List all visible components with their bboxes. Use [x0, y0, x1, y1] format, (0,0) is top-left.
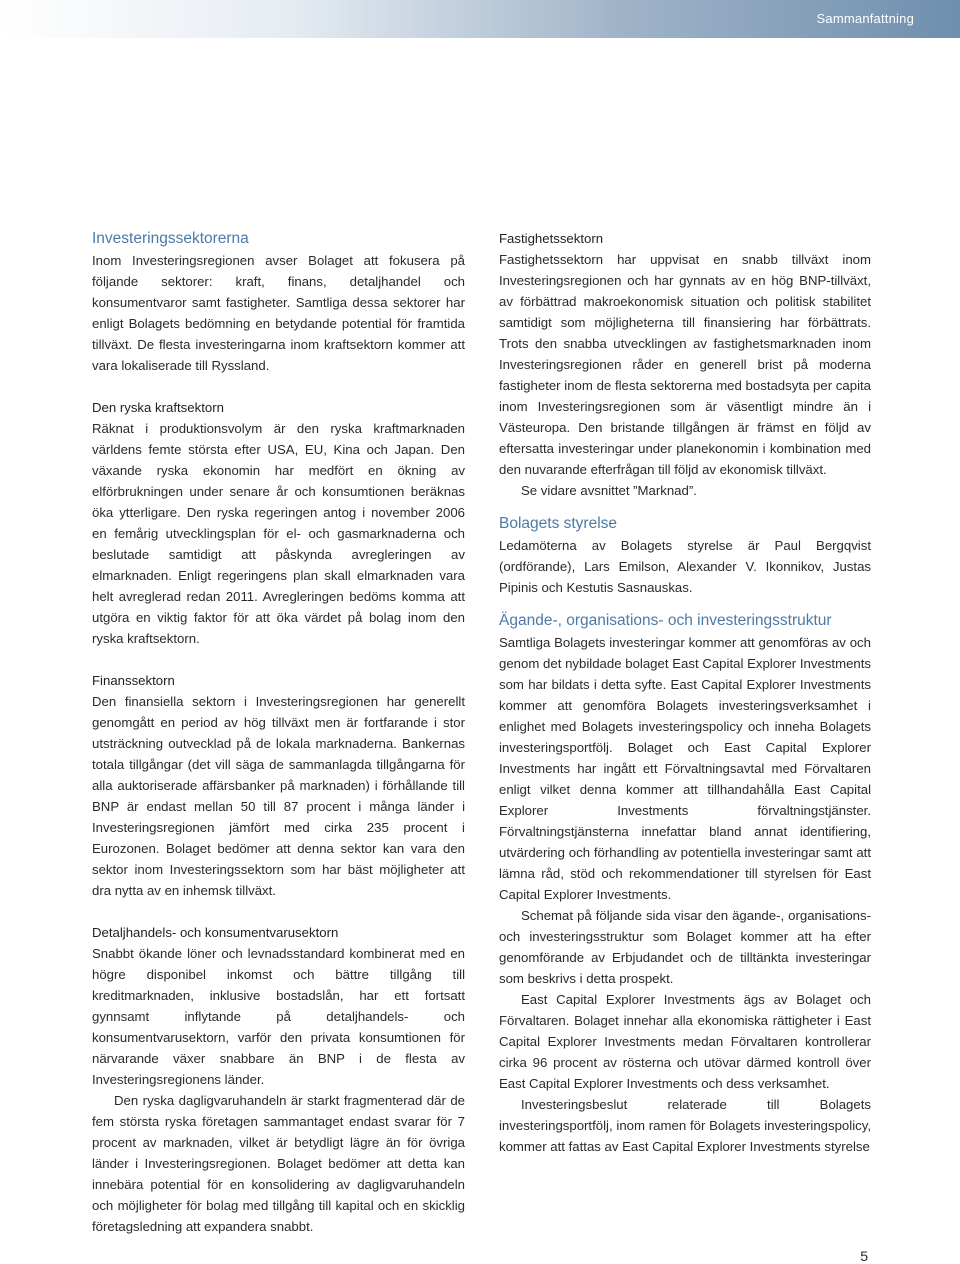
header-bar: [0, 0, 960, 38]
heading-ryska-kraftsektorn: Den ryska kraftsektorn: [92, 400, 224, 415]
paragraph: Investeringsbeslut relaterade till Bolagets investeringsportfölj, inom ramen för Bolagets investeringspolicy, kommer att fattas av East Capital Explorer Investments styrelse: [499, 1097, 871, 1154]
paragraph: Schemat på följande sida visar den ägande-, organisations- och investeringsstruktur som Bolaget kommer att ha efter genomförande av Erbjudandet och de tilltänkta investeringar som beskrivs i detta prospekt.: [499, 908, 871, 986]
paragraph: Den finansiella sektorn i Investeringsregionen har generellt genomgått en period av hög tillväxt men är fortfarande i stor utsträckning outvecklad på de lokala marknaderna. Bankernas totala tillgångar (det vill säga de sammanlagda tillgångarna för alla auktoriserade affärsbanker på marknaden) i förhållande till BNP är endast mellan 50 till 87 procent i många länder i Investeringsregionen jämfört med cirka 235 procent i Eurozonen. Bolaget bedömer att denna sektor kan vara den sektor inom Investeringssektorn som har bäst möjligheter att dra nytta av en inhemsk tillväxt.: [92, 694, 465, 898]
section-title: Sammanfattning: [816, 11, 914, 26]
right-column: [499, 228, 871, 1157]
paragraph: Fastighetssektorn har uppvisat en snabb tillväxt inom Investeringsregionen och har gynnats av en hög BNP-tillväxt, av förbättrad makroekonomisk situation och politisk stabilitet samtidigt som möjligheterna till finansiering har förbättrats. Trots den snabba utvecklingen av fastighetsmarknaden inom Investeringsregionen råder en generell brist på moderna fastigheter inom de flesta sektorerna med bostadsyta per capita inom Investeringsregionen som är väsentligt mindre än i Västeuropa. Den bristande tillgången är främst en följd av eftersatta investeringar under planekonomin i kombination med den nuvarande efterfrågan till följd av ekonomisk tillväxt.: [499, 252, 871, 477]
paragraph: Ledamöterna av Bolagets styrelse är Paul Bergqvist (ordförande), Lars Emilson, Alexander V. Ikonnikov, Justas Pipinis och Kestutis Sasnauskas.: [499, 538, 871, 595]
paragraph: Samtliga Bolagets investeringar kommer att genomföras av och genom det nybildade bolaget East Capital Explorer Investments som har bildats i detta syfte. East Capital Explorer Investments kommer att genomföra Bolagets investeringsverksamhet i enlighet med Bolagets investeringspolicy och inneha Bolagets investeringsportfölj. Bolaget och East Capital Explorer Investments har ingått ett Förvaltningsavtal med Förvaltaren enligt vilket denna kommer att tillhandahålla East Capital Explorer Investments förvaltningstjänster. Förvaltningstjänsterna innefattar bland annat identifiering, utvärdering och förhandling av potentiella investeringar samt att lämna råd, stöd och rekommendationer till styrelsen för East Capital Explorer Investments.: [499, 635, 871, 902]
left-column: [92, 228, 465, 1237]
heading-detaljhandel: Detaljhandels- och konsumentvarusektorn: [92, 925, 339, 940]
paragraph: East Capital Explorer Investments ägs av Bolaget och Förvaltaren. Bolaget innehar alla ekonomiska rättigheter i East Capital Explorer Investments medan Förvaltaren kontrollerar cirka 96 procent av rösterna och utövar därmed kontroll över East Capital Explorer Investments och dess verksamhet.: [499, 992, 871, 1091]
paragraph: Den ryska dagligvaruhandeln är starkt fragmenterad där de fem största ryska företagen sammantaget endast svarar för 7 procent av marknaden, vilket är betydligt lägre än för övriga länder i Investeringsregionen. Bolaget bedömer att detta kan innebära potential för en konsolidering av dagligvaruhandeln och möjligheter för bolag med tillgång till kapital och en skicklig företagsledning att expandera snabbt.: [92, 1093, 465, 1234]
heading-fastighetssektorn: Fastighetssektorn: [499, 231, 604, 246]
paragraph-reference: Se vidare avsnittet ”Marknad”.: [521, 483, 697, 498]
page-number: 5: [860, 1248, 868, 1264]
paragraph: Inom Investeringsregionen avser Bolaget att fokusera på följande sektorer: kraft, finans, detaljhandel och konsumentvaror samt fastigheter. Samtliga dessa sektorer har enligt Bolagets bedömning en betydande potential för framtida tillväxt. De flesta investeringarna inom kraftsektorn kommer att vara lokaliserade till Ryssland.: [92, 253, 465, 373]
heading-agande-struktur: Ägande-, organisations- och investeringsstruktur: [499, 612, 832, 629]
paragraph: Räknat i produktionsvolym är den ryska kraftmarknaden världens femte största efter USA, EU, Kina och Japan. Den växande ryska ekonomin har medfört en ökning av elförbrukningen under senare år och konsumtionen beräknas öka ytterligare. Den ryska regeringen antog i november 2006 en femårig utvecklingsplan för el- och gasmarknaderna och beslutade samtidigt att påskynda avregleringen av elmarknaden. Enligt regeringens plan skall elmarknaden vara helt avreglerad redan 2011. Avregleringen bedöms komma att utgöra en viktig faktor för att öka värdet på bolag inom den ryska kraftsektorn.: [92, 421, 465, 646]
heading-finanssektorn: Finanssektorn: [92, 673, 175, 688]
paragraph: Snabbt ökande löner och levnadsstandard kombinerat med en högre disponibel inkomst och bättre tillgång till kreditmarknaden, inklusive bostadslån, har ett fortsatt gynnsamt inflytande på detaljhandels- och konsumentvarusektorn, varför den privata konsumtionen för närvarande växer snabbare än BNP i de flesta av Investeringsregionens länder.: [92, 946, 465, 1087]
heading-investeringssektorerna: Investeringssektorerna: [92, 230, 249, 247]
heading-bolagets-styrelse: Bolagets styrelse: [499, 515, 618, 532]
